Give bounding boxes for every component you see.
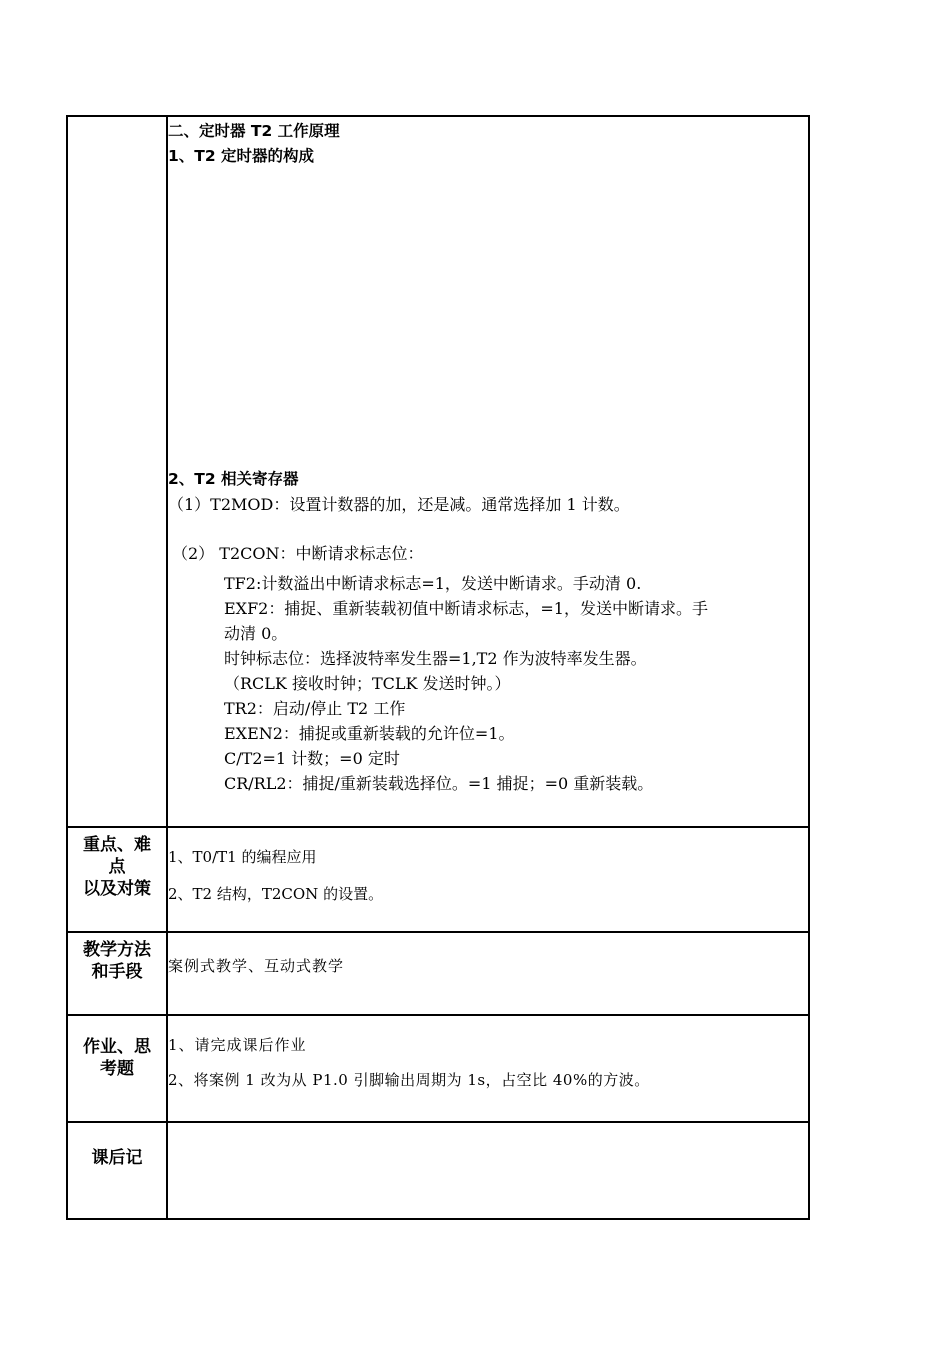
register-line: 动清 0。: [224, 624, 288, 643]
register-line: CR/RL2：捕捉/重新装载选择位。=1 捕捉；=0 重新装载。: [224, 774, 654, 793]
methods-content: [167, 932, 809, 1015]
keypoints-content: [167, 827, 809, 932]
methods-label: 教学方法 和手段: [67, 932, 167, 1015]
subsection-heading: 1、T2 定时器的构成: [168, 147, 315, 165]
homework-content: [167, 1015, 809, 1122]
lesson-plan-table: [66, 115, 810, 1220]
homework-item: 1、请完成课后作业: [168, 1036, 307, 1054]
register-item: （1）T2MOD：设置计数器的加，还是减。通常选择加 1 计数。: [168, 495, 630, 514]
homework-label: 作业、思 考题: [67, 1015, 167, 1122]
register-line: EXF2：捕捉、重新装载初值中断请求标志，=1，发送中断请求。手: [224, 599, 708, 618]
methods-text: 案例式教学、互动式教学: [168, 957, 345, 975]
empty-label-cell: [67, 116, 167, 827]
register-line: C/T2=1 计数；=0 定时: [224, 749, 400, 768]
notes-content: [167, 1122, 809, 1219]
methods-row: [67, 932, 809, 1015]
register-item: （2） T2CON：中断请求标志位：: [172, 544, 424, 563]
notes-label: 课后记: [67, 1122, 167, 1219]
register-line: TR2：启动/停止 T2 工作: [224, 699, 406, 718]
homework-row: [67, 1015, 809, 1122]
keypoints-row: [67, 827, 809, 932]
homework-item: 2、将案例 1 改为从 P1.0 引脚输出周期为 1s，占空比 40%的方波。: [168, 1071, 650, 1089]
subsection-heading: 2、T2 相关寄存器: [168, 470, 299, 488]
keypoint-item: 2、T2 结构，T2CON 的设置。: [168, 885, 384, 903]
register-line: EXEN2：捕捉或重新装载的允许位=1。: [224, 724, 515, 743]
diagram-placeholder: [168, 169, 808, 467]
register-line: TF2:计数溢出中断请求标志=1，发送中断请求。手动清 0.: [224, 574, 642, 593]
notes-row: [67, 1122, 809, 1219]
register-line: （RCLK 接收时钟；TCLK 发送时钟。）: [224, 674, 511, 693]
content-cell: [167, 116, 809, 827]
section-heading: 二、定时器 T2 工作原理: [168, 122, 340, 140]
content-row: [67, 116, 809, 827]
register-line: 时钟标志位：选择波特率发生器=1,T2 作为波特率发生器。: [224, 649, 647, 668]
keypoint-item: 1、T0/T1 的编程应用: [168, 848, 317, 866]
keypoints-label: 重点、难 点 以及对策: [67, 827, 167, 932]
